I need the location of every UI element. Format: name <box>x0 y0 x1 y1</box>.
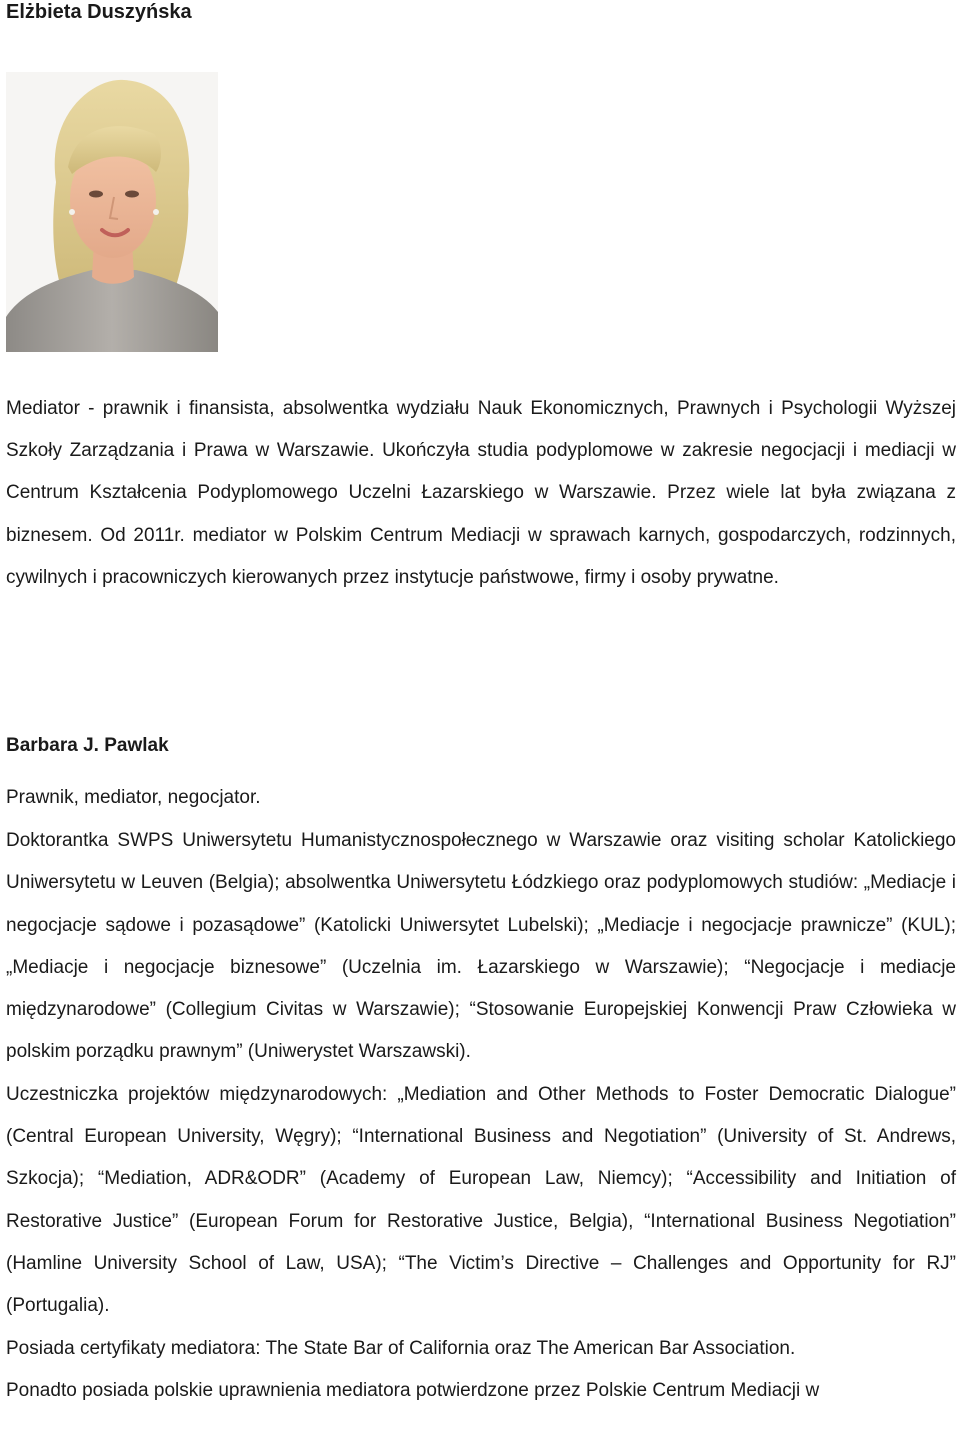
person2-role: Prawnik, mediator, negocjator. <box>6 787 261 808</box>
bio-section-2 <box>6 820 956 1412</box>
person-name-heading: Elżbieta Duszyńska <box>6 1 192 23</box>
bio-paragraph-1: Mediator - prawnik i finansista, absolwentka wydziału Nauk Ekonomicznych, Prawnych i Psychologii Wyższej Szkoły Zarządzania i Prawa w Warszawie. Ukończyła studia podyplomowe w zakresie negocjacji i mediacji w Centrum Kształcenia Podyplomowego Uczelni Łazarskiego w Warszawie. Przez wiele lat była związana z biznesem. Od 2011r. mediator w Polskim Centrum Mediacji w sprawach karnych, gospodarczych, rodzinnych, cywilnych i pracowniczych kierowanych przez instytucje państwowe, firmy i osoby prywatne. <box>6 398 956 588</box>
bio2-paragraph-education: Doktorantka SWPS Uniwersytetu Humanistycznospołecznego w Warszawie oraz visiting scholar Katolickiego Uniwersytetu w Leuven (Belgia); absolwentka Uniwersytetu Łódzkiego oraz podyplomowych studiów: „Mediacje i negocjacje sądowe i pozasądowe” (Katolicki Uniwersytet Lubelski); „Mediacje i negocjacje prawnicze” (KUL); „Mediacje i negocjacje biznesowe” (Uczelnia im. Łazarskiego w Warszawie); “Negocjacje i mediacje międzynarodowe” (Collegium Civitas w Warszawie); “Stosowanie Europejskiej Konwencji Praw Człowieka w polskim porządku prawnym” (Uniwerystet Warszawski). <box>6 830 956 1063</box>
person2-name: Barbara J. Pawlak <box>6 735 169 756</box>
bio2-paragraph-projects: Uczestniczka projektów międzynarodowych: „Mediation and Other Methods to Foster Democratic Dialogue” (Central European University, Węgry); “International Business and Negotiation” (University of St. Andrews, Szkocja); “Mediation, ADR&ODR” (Academy of European Law, Niemcy); “Accessibility and Initiation of Restorative Justice” (European Forum for Restorative Justice, Belgia), “International Business Negotiation” (Hamline University School of Law, USA); “The Victim’s Directive – Challenges and Opportunity for RJ” (Portugalia). <box>6 1083 956 1317</box>
portrait-photo <box>6 72 218 352</box>
bio2-paragraph-credentials: Ponadto posiada polskie uprawnienia mediatora potwierdzone przez Polskie Centrum Mediacji w <box>6 1379 820 1401</box>
bio2-paragraph-certificates: Posiada certyfikaty mediatora: The State Bar of California oraz The American Bar Association. <box>6 1337 796 1359</box>
